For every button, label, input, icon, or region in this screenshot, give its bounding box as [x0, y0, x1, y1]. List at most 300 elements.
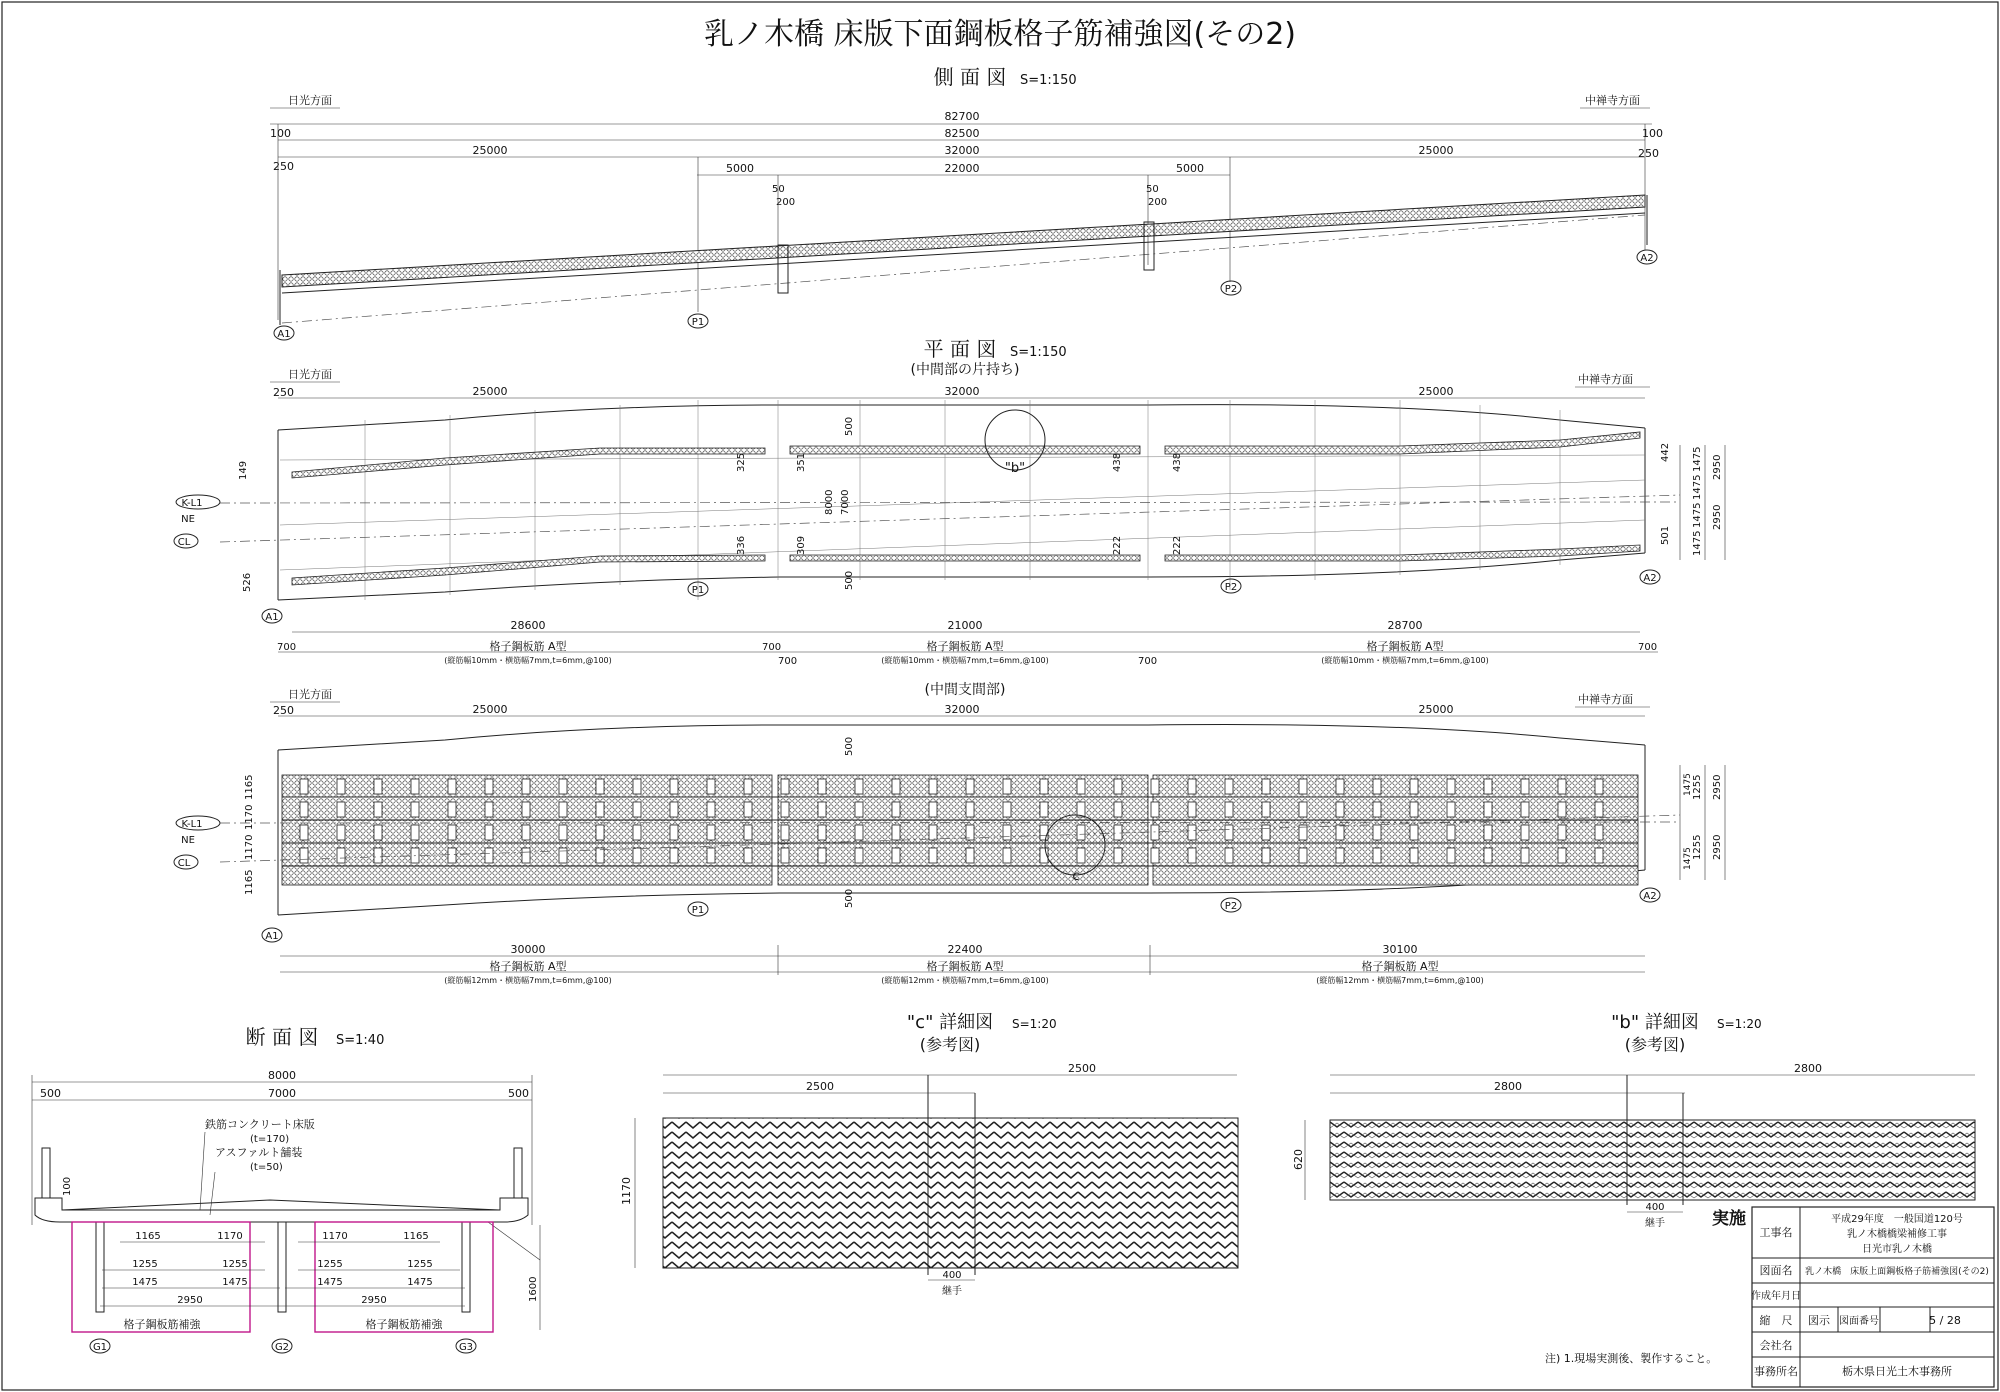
joint-block [744, 825, 752, 840]
plan1-inner-dim-309: 309 [796, 535, 807, 555]
joint-block [1447, 802, 1455, 817]
plan2-tag-ne: NE [181, 835, 195, 846]
joint-block [1077, 848, 1085, 863]
joint-block [1410, 825, 1418, 840]
joint-block [1595, 848, 1603, 863]
dim-joint1-a: 50 [772, 184, 785, 195]
joint-block [633, 802, 641, 817]
plan2-side-dim-1: 1255 [1692, 834, 1703, 860]
detail-b [1292, 1012, 1975, 1229]
joint-block [818, 848, 826, 863]
joint-block [892, 848, 900, 863]
joint-block [522, 848, 530, 863]
plan2-right-direction: 中禅寺方面 [1578, 693, 1633, 706]
joint-block [1299, 779, 1307, 794]
joint-block [1447, 779, 1455, 794]
joint-block [1003, 825, 1011, 840]
dim-span3: 25000 [1418, 144, 1454, 157]
plan2-left-dim-0: 1165 [244, 774, 255, 800]
joint-block [448, 779, 456, 794]
plan2-dim-bottom-1: 22400 [947, 943, 983, 956]
section-pave-t: (t=50) [250, 1162, 283, 1173]
dim-cant-right: 5000 [1176, 162, 1204, 175]
section-d1170b: 1170 [322, 1231, 348, 1242]
plan1-dim-bottom-0: 28600 [510, 619, 546, 632]
plan1-left-direction: 日光方面 [288, 368, 332, 381]
joint-block [892, 779, 900, 794]
support-p1-label: P1 [691, 317, 705, 328]
joint-block [1410, 802, 1418, 817]
joint-block [1151, 825, 1159, 840]
side-view [270, 65, 1663, 325]
plan1-dim-top-2: 32000 [944, 385, 980, 398]
joint-block [1040, 825, 1048, 840]
joint-block [633, 848, 641, 863]
rebar-strip [292, 448, 765, 478]
joint-block [485, 802, 493, 817]
section-d2950a: 2950 [177, 1295, 203, 1306]
dim-edge-left: 100 [270, 127, 291, 140]
detail-c-ref: (参考図) [919, 1035, 981, 1054]
joint-block [1188, 779, 1196, 794]
plan1-rebar-label-2: 格子鋼板筋 A型 [1366, 640, 1444, 653]
tb-project-line3: 日光市乳ノ木橋 [1862, 1244, 1932, 1255]
section-edge-right: 500 [508, 1087, 529, 1100]
joint-block [670, 802, 678, 817]
joint-block [781, 779, 789, 794]
joint-block [1151, 802, 1159, 817]
plan1-inner-dim-438b: 438 [1172, 452, 1183, 472]
joint-block [337, 779, 345, 794]
plan1-inner-dim-500b: 500 [844, 570, 855, 590]
dim-joint2-a: 50 [1146, 184, 1159, 195]
plan2-support-a1: A1 [265, 931, 279, 942]
plan2-dim-top-3: 25000 [1418, 703, 1454, 716]
plan1-tag-k-l1: K-L1 [181, 498, 203, 509]
joint-block [1558, 848, 1566, 863]
section-girder-g2: G2 [274, 1342, 290, 1353]
section-d1255d: 1255 [407, 1259, 433, 1270]
section-inner: 7000 [268, 1087, 296, 1100]
plan1-dim-bottom-2: 28700 [1387, 619, 1423, 632]
plan2-side-dim-3: 2950 [1712, 834, 1723, 860]
plan1-side-dim-0: 442 [1660, 442, 1671, 462]
dim-end-right: 250 [1638, 147, 1659, 160]
plan2-support-a2: A2 [1643, 891, 1657, 902]
plan2-dim-top-1: 25000 [472, 703, 508, 716]
plan1-support-a2: A2 [1643, 573, 1657, 584]
joint-block [1521, 779, 1529, 794]
tb-label-drawing: 図面名 [1759, 1264, 1793, 1277]
joint-block [337, 848, 345, 863]
plan2-side-dim-4: 1475 [1683, 773, 1693, 796]
plan1-inner-dim-222a: 222 [1112, 535, 1123, 555]
joint-block [411, 779, 419, 794]
tb-label-company: 会社名 [1759, 1339, 1793, 1352]
joint-block [929, 825, 937, 840]
section-girder-g1: G1 [92, 1342, 108, 1353]
section-d1165a: 1165 [135, 1231, 161, 1242]
tb-office-value: 栃木県日光土木事務所 [1842, 1365, 1952, 1378]
side-view-label: 側 面 図 [933, 65, 1007, 89]
joint-block [1373, 779, 1381, 794]
dim-center: 22000 [944, 162, 980, 175]
plan2-rebar-spec-0: (縦筋幅12mm・横筋幅7mm,t=6mm,@100) [444, 976, 612, 985]
joint-block [1151, 779, 1159, 794]
joint-block [707, 825, 715, 840]
detail-b-height: 620 [1292, 1149, 1305, 1170]
joint-block [1336, 848, 1344, 863]
plan1-inner-dim-149: 149 [238, 460, 249, 480]
joint-block [337, 802, 345, 817]
plan1-dim-top-3: 25000 [1418, 385, 1454, 398]
joint-block [818, 802, 826, 817]
plan2-side-dim-0: 1255 [1692, 774, 1703, 800]
joint-block [1003, 779, 1011, 794]
joint-block [818, 825, 826, 840]
rebar-strip [292, 555, 765, 585]
tb-scale-value: 図示 [1808, 1314, 1830, 1327]
joint-block [1373, 802, 1381, 817]
plan1-rebar-label-0: 格子鋼板筋 A型 [489, 640, 567, 653]
joint-block [559, 802, 567, 817]
joint-block [337, 825, 345, 840]
joint-block [559, 779, 567, 794]
plan1-dim-bottom-1: 21000 [947, 619, 983, 632]
rebar-mat-span2 [778, 775, 1148, 885]
status-stamp: 実施 [1712, 1209, 1746, 1229]
plan1-end-3: 700 [1138, 656, 1158, 667]
side-left-direction: 日光方面 [288, 94, 332, 107]
joint-block [855, 848, 863, 863]
joint-block [1225, 825, 1233, 840]
joint-block [1040, 779, 1048, 794]
joint-block [1410, 779, 1418, 794]
joint-block [781, 825, 789, 840]
joint-block [522, 802, 530, 817]
plan1-inner-dim-222b: 222 [1172, 535, 1183, 555]
joint-block [1299, 848, 1307, 863]
plan2-inner-dim-1: 500 [844, 888, 855, 908]
joint-block [485, 848, 493, 863]
tb-drawing-name: 乳ノ木橋 床版上面鋼板格子筋補強図(その2) [1805, 1267, 1989, 1277]
plan2-dim-bottom-0: 30000 [510, 943, 546, 956]
detail-c-scale: S=1:20 [1012, 1017, 1057, 1031]
joint-block [855, 802, 863, 817]
dim-total-inner: 82500 [944, 127, 980, 140]
plan1-side-dim-1: 1475 [1692, 446, 1703, 472]
joint-block [1188, 802, 1196, 817]
plan1-subtitle: (中間部の片持ち) [910, 362, 1020, 378]
joint-block [448, 825, 456, 840]
section-total: 8000 [268, 1069, 296, 1082]
detail-b-scale: S=1:20 [1717, 1017, 1762, 1031]
plan2-tag-k-l1: K-L1 [181, 819, 203, 830]
tb-project-line1: 平成29年度 一般国道120号 [1831, 1214, 1963, 1225]
section-d1255b: 1255 [222, 1259, 248, 1270]
plan2-rebar-label-1: 格子鋼板筋 A型 [926, 960, 1004, 973]
joint-block [522, 779, 530, 794]
joint-block [744, 848, 752, 863]
detail-c-label: "c" 詳細図 [906, 1012, 994, 1033]
joint-block [1262, 825, 1270, 840]
joint-block [596, 779, 604, 794]
detail-b-marker-label: "b" [1004, 461, 1026, 476]
tb-label-office: 事務所名 [1754, 1365, 1798, 1378]
plan1-side-dim-5: 2950 [1712, 454, 1723, 480]
plan1-dim-top-0: 250 [273, 386, 294, 399]
joint-block [300, 802, 308, 817]
joint-block [1114, 825, 1122, 840]
joint-block [1336, 802, 1344, 817]
plan2-inner-dim-0: 500 [844, 736, 855, 756]
plan1-right-direction: 中禅寺方面 [1578, 373, 1633, 386]
detail-b-joint-label: 継手 [1645, 1218, 1665, 1229]
joint-block [818, 779, 826, 794]
joint-block [633, 779, 641, 794]
plan-view-2 [174, 681, 1725, 985]
joint-block [707, 802, 715, 817]
dim-total-outer: 82700 [944, 110, 980, 123]
joint-block [892, 825, 900, 840]
side-deck [282, 195, 1645, 287]
support-a1-label: A1 [277, 329, 291, 340]
section-edge-left: 500 [40, 1087, 61, 1100]
tb-drawing-no: 5 / 28 [1929, 1314, 1961, 1327]
plan2-rebar-label-2: 格子鋼板筋 A型 [1361, 960, 1439, 973]
joint-block [1484, 825, 1492, 840]
joint-block [1225, 802, 1233, 817]
joint-block [855, 779, 863, 794]
joint-block [929, 802, 937, 817]
joint-block [1484, 779, 1492, 794]
plan1-end-1: 700 [762, 642, 782, 653]
plan2-rebar-spec-2: (縦筋幅12mm・横筋幅7mm,t=6mm,@100) [1316, 976, 1484, 985]
plan-view-label: 平 面 図 [923, 337, 997, 361]
detail-c-joint-dim: 400 [942, 1270, 962, 1281]
tb-label-scale: 縮 尺 [1759, 1314, 1793, 1327]
rebar-strip [790, 446, 1140, 454]
plan2-subtitle: (中間支間部) [924, 682, 1006, 698]
fabrication-note: 注) 1.現場実測後、製作すること。 [1545, 1352, 1718, 1365]
joint-block [1262, 779, 1270, 794]
joint-block [374, 825, 382, 840]
joint-block [559, 825, 567, 840]
joint-block [1484, 848, 1492, 863]
section-d1475b: 1475 [222, 1277, 248, 1288]
joint-block [892, 802, 900, 817]
joint-block [1262, 848, 1270, 863]
plan1-tag-ne: NE [181, 514, 195, 525]
plan1-side-dim-7: 501 [1660, 525, 1671, 545]
section-slab-t: (t=170) [250, 1134, 290, 1145]
plan2-rebar-label-0: 格子鋼板筋 A型 [489, 960, 567, 973]
joint-block [744, 802, 752, 817]
joint-block [929, 848, 937, 863]
joint-block [1521, 802, 1529, 817]
joint-block [1447, 848, 1455, 863]
joint-block [1151, 848, 1159, 863]
joint-block [1595, 779, 1603, 794]
plan2-left-direction: 日光方面 [288, 688, 332, 701]
support-a2-label: A2 [1640, 253, 1654, 264]
joint-block [707, 779, 715, 794]
plan2-rebar-spec-1: (縦筋幅12mm・横筋幅7mm,t=6mm,@100) [881, 976, 1049, 985]
joint-block [1262, 802, 1270, 817]
plan1-inner-dim-325: 325 [736, 452, 747, 472]
joint-block [448, 802, 456, 817]
joint-block [1003, 848, 1011, 863]
section-girder-g3: G3 [458, 1342, 474, 1353]
dim-span2: 32000 [944, 144, 980, 157]
joint-block [1077, 779, 1085, 794]
plan1-rebar-spec-2: (縦筋幅10mm・横筋幅7mm,t=6mm,@100) [1321, 656, 1489, 665]
joint-block [596, 802, 604, 817]
drawing-title: 乳ノ木橋 床版下面鋼板格子筋補強図(その2) [703, 17, 1297, 52]
dim-joint1-b: 200 [776, 197, 796, 208]
joint-block [781, 802, 789, 817]
plan1-end-4: 700 [1638, 642, 1658, 653]
plan1-support-p2: P2 [1224, 582, 1238, 593]
joint-block [1336, 779, 1344, 794]
tb-project-line2: 乳ノ木橋橋梁補修工事 [1847, 1229, 1947, 1240]
plan2-dim-bottom-2: 30100 [1382, 943, 1418, 956]
joint-block [485, 779, 493, 794]
joint-block [855, 825, 863, 840]
plan1-rebar-spec-1: (縦筋幅10mm・横筋幅7mm,t=6mm,@100) [881, 656, 1049, 665]
dim-cant-left: 5000 [726, 162, 754, 175]
section-d2950b: 2950 [361, 1295, 387, 1306]
section-curb: 100 [62, 1176, 73, 1196]
detail-b-mesh [1330, 1120, 1975, 1200]
joint-block [300, 779, 308, 794]
dim-end-left: 250 [273, 160, 294, 173]
side-view-scale: S=1:150 [1020, 73, 1077, 88]
section-scale: S=1:40 [336, 1033, 385, 1048]
section-d1255c: 1255 [317, 1259, 343, 1270]
joint-block [374, 848, 382, 863]
section-d1255a: 1255 [132, 1259, 158, 1270]
section-pave-note: アスファルト舗装 [215, 1146, 303, 1159]
plan2-dim-top-0: 250 [273, 704, 294, 717]
joint-block [1373, 848, 1381, 863]
section-d1475d: 1475 [407, 1277, 433, 1288]
plan2-left-dim-2: 1170 [244, 834, 255, 860]
joint-block [596, 825, 604, 840]
joint-block [1373, 825, 1381, 840]
joint-block [1225, 848, 1233, 863]
detail-b-dim-b: 2800 [1794, 1062, 1822, 1075]
plan1-inner-dim-8000: 8000 [824, 489, 835, 515]
plan1-inner-dim-500a: 500 [844, 416, 855, 436]
joint-block [670, 779, 678, 794]
joint-block [1188, 848, 1196, 863]
plan2-support-p1: P1 [691, 905, 705, 916]
joint-block [929, 779, 937, 794]
joint-block [411, 802, 419, 817]
section-reinf-right: 格子鋼板筋補強 [365, 1318, 443, 1331]
section-height: 1600 [528, 1276, 539, 1302]
joint-block [1188, 825, 1196, 840]
joint-block [1003, 802, 1011, 817]
plan1-side-dim-4: 1475 [1692, 530, 1703, 556]
section-d1475c: 1475 [317, 1277, 343, 1288]
plan2-left-dim-3: 1165 [244, 869, 255, 895]
joint-block [1558, 802, 1566, 817]
tb-label-project: 工事名 [1759, 1226, 1793, 1239]
joint-block [966, 802, 974, 817]
plan-view-1 [174, 337, 1725, 667]
joint-block [1299, 802, 1307, 817]
joint-block [1114, 802, 1122, 817]
detail-c-joint-label: 継手 [942, 1286, 962, 1297]
joint-block [1521, 825, 1529, 840]
joint-block [522, 825, 530, 840]
joint-block [1410, 848, 1418, 863]
detail-b-ref: (参考図) [1624, 1035, 1686, 1054]
section-d1170a: 1170 [217, 1231, 243, 1242]
plan1-side-dim-2: 1475 [1692, 474, 1703, 500]
plan1-support-p1: P1 [691, 585, 705, 596]
joint-block [1447, 825, 1455, 840]
plan1-inner-dim-7000: 7000 [840, 489, 851, 515]
plan1-tag-cl: CL [177, 537, 191, 548]
rebar-strip [1165, 432, 1640, 454]
plan1-inner-dim-336: 336 [736, 535, 747, 555]
rebar-strip [1165, 545, 1640, 561]
section-slab-note: 鉄筋コンクリート床版 [205, 1118, 315, 1131]
joint-block [1558, 779, 1566, 794]
joint-block [781, 848, 789, 863]
joint-block [744, 779, 752, 794]
joint-block [596, 848, 604, 863]
joint-block [1595, 825, 1603, 840]
plan2-dim-top-2: 32000 [944, 703, 980, 716]
joint-block [374, 779, 382, 794]
joint-block [670, 825, 678, 840]
joint-block [1484, 802, 1492, 817]
joint-block [1040, 802, 1048, 817]
dim-span1: 25000 [472, 144, 508, 157]
joint-block [1225, 779, 1233, 794]
detail-b-joint-dim: 400 [1645, 1202, 1665, 1213]
plan1-support-a1: A1 [265, 612, 279, 623]
joint-block [1595, 802, 1603, 817]
joint-block [707, 848, 715, 863]
plan-view-scale: S=1:150 [1010, 345, 1067, 360]
joint-block [1558, 825, 1566, 840]
joint-block [411, 825, 419, 840]
detail-b-label: "b" 詳細図 [1611, 1012, 1699, 1033]
plan1-inner-dim-351: 351 [796, 452, 807, 472]
plan1-rebar-spec-0: (縦筋幅10mm・横筋幅7mm,t=6mm,@100) [444, 656, 612, 665]
section-d1475a: 1475 [132, 1277, 158, 1288]
plan1-side-dim-3: 1475 [1692, 502, 1703, 528]
plan1-inner-dim-526: 526 [242, 572, 253, 592]
joint-block [448, 848, 456, 863]
joint-block [1521, 848, 1529, 863]
plan1-end-0: 700 [277, 642, 297, 653]
plan2-side-dim-5: 1475 [1683, 847, 1693, 870]
tb-drawing-no-label: 図面番号 [1839, 1316, 1879, 1327]
joint-block [1114, 779, 1122, 794]
joint-block [670, 848, 678, 863]
plan1-end-2: 700 [778, 656, 798, 667]
detail-c-marker-label: c [1072, 869, 1080, 884]
rebar-strip [790, 555, 1140, 561]
title-block [1751, 1207, 1994, 1387]
section-label: 断 面 図 [245, 1025, 319, 1049]
